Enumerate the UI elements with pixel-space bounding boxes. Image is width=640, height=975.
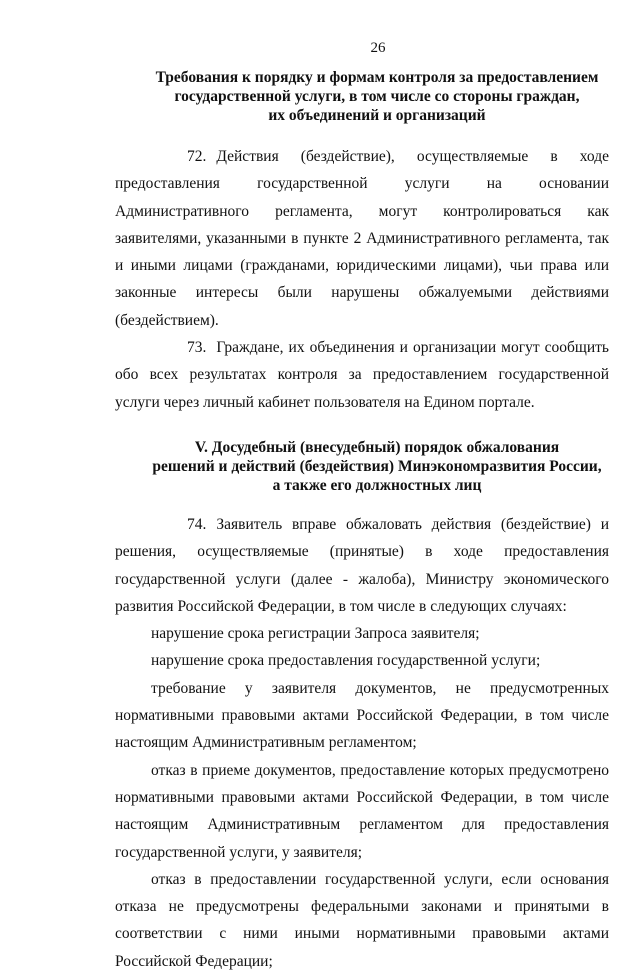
heading-line: а также его должностных лиц <box>272 476 482 494</box>
paragraph-text: Граждане, их объединения и организации могут сообщить обо всех результатах контроля за предоставлением государственной услуги через личный кабинет пользователя на Едином портале. <box>115 339 609 411</box>
heading-line: V. Досудебный (внесудебный) порядок обжалования <box>194 438 560 456</box>
heading-line: решений и действий (бездействия) Минэкономразвития России, <box>152 457 602 475</box>
heading-line: их объединений и организаций <box>268 107 486 124</box>
section-heading-control <box>145 68 609 125</box>
paragraph-74 <box>115 511 609 620</box>
page-number: 26 <box>370 40 386 56</box>
paragraph-number: 73. <box>187 339 207 357</box>
case-item: отказ в предоставлении государственной услуги, если основания отказа не предусмотрены федеральными законами и принятыми в соответствии с ними иными нормативными правовыми актами Российской Федерации; <box>115 870 609 970</box>
heading-line: Требования к порядку и формам контроля за предоставлением <box>155 69 599 86</box>
paragraph-number: 74. <box>187 515 207 533</box>
section-heading-appeal <box>145 438 609 495</box>
paragraph-text: Заявитель вправе обжаловать действия (бездействие) и решения, осуществляемые (принятые) в ходе предоставления государственной услуги (далее - жалоба), Министру экономического развития Российской Федерации, в том числе в следующих случаях: <box>115 515 609 615</box>
case-item: нарушение срока регистрации Запроса заявителя; <box>151 625 480 643</box>
paragraph-number: 72. <box>187 148 207 165</box>
heading-line: государственной услуги, в том числе со стороны граждан, <box>174 88 580 105</box>
paragraph-73 <box>115 334 609 416</box>
paragraph-text: Действия (бездействие), осуществляемые в ходе предоставления государственной услуги на основании Административного регламента, могут контролироваться как заявителями, указанными в пункте 2 Административного регламента, так и иными лицами (гражданами, юридическими лицами), чьи права или законные интересы были нарушены обжалуемыми действиями (бездействием). <box>115 148 609 329</box>
case-item: нарушение срока предоставления государственной услуги; <box>151 652 541 670</box>
case-item: требование у заявителя документов, не предусмотренных нормативными правовыми актами Российской Федерации, в том числе настоящим Административным регламентом; <box>115 679 609 752</box>
case-item: отказ в приеме документов, предоставление которых предусмотрено нормативными правовыми актами Российской Федерации, в том числе настоящим Административным регламентом для предоставления государственной услуги, у заявителя; <box>115 761 609 861</box>
paragraph-72 <box>115 143 609 334</box>
